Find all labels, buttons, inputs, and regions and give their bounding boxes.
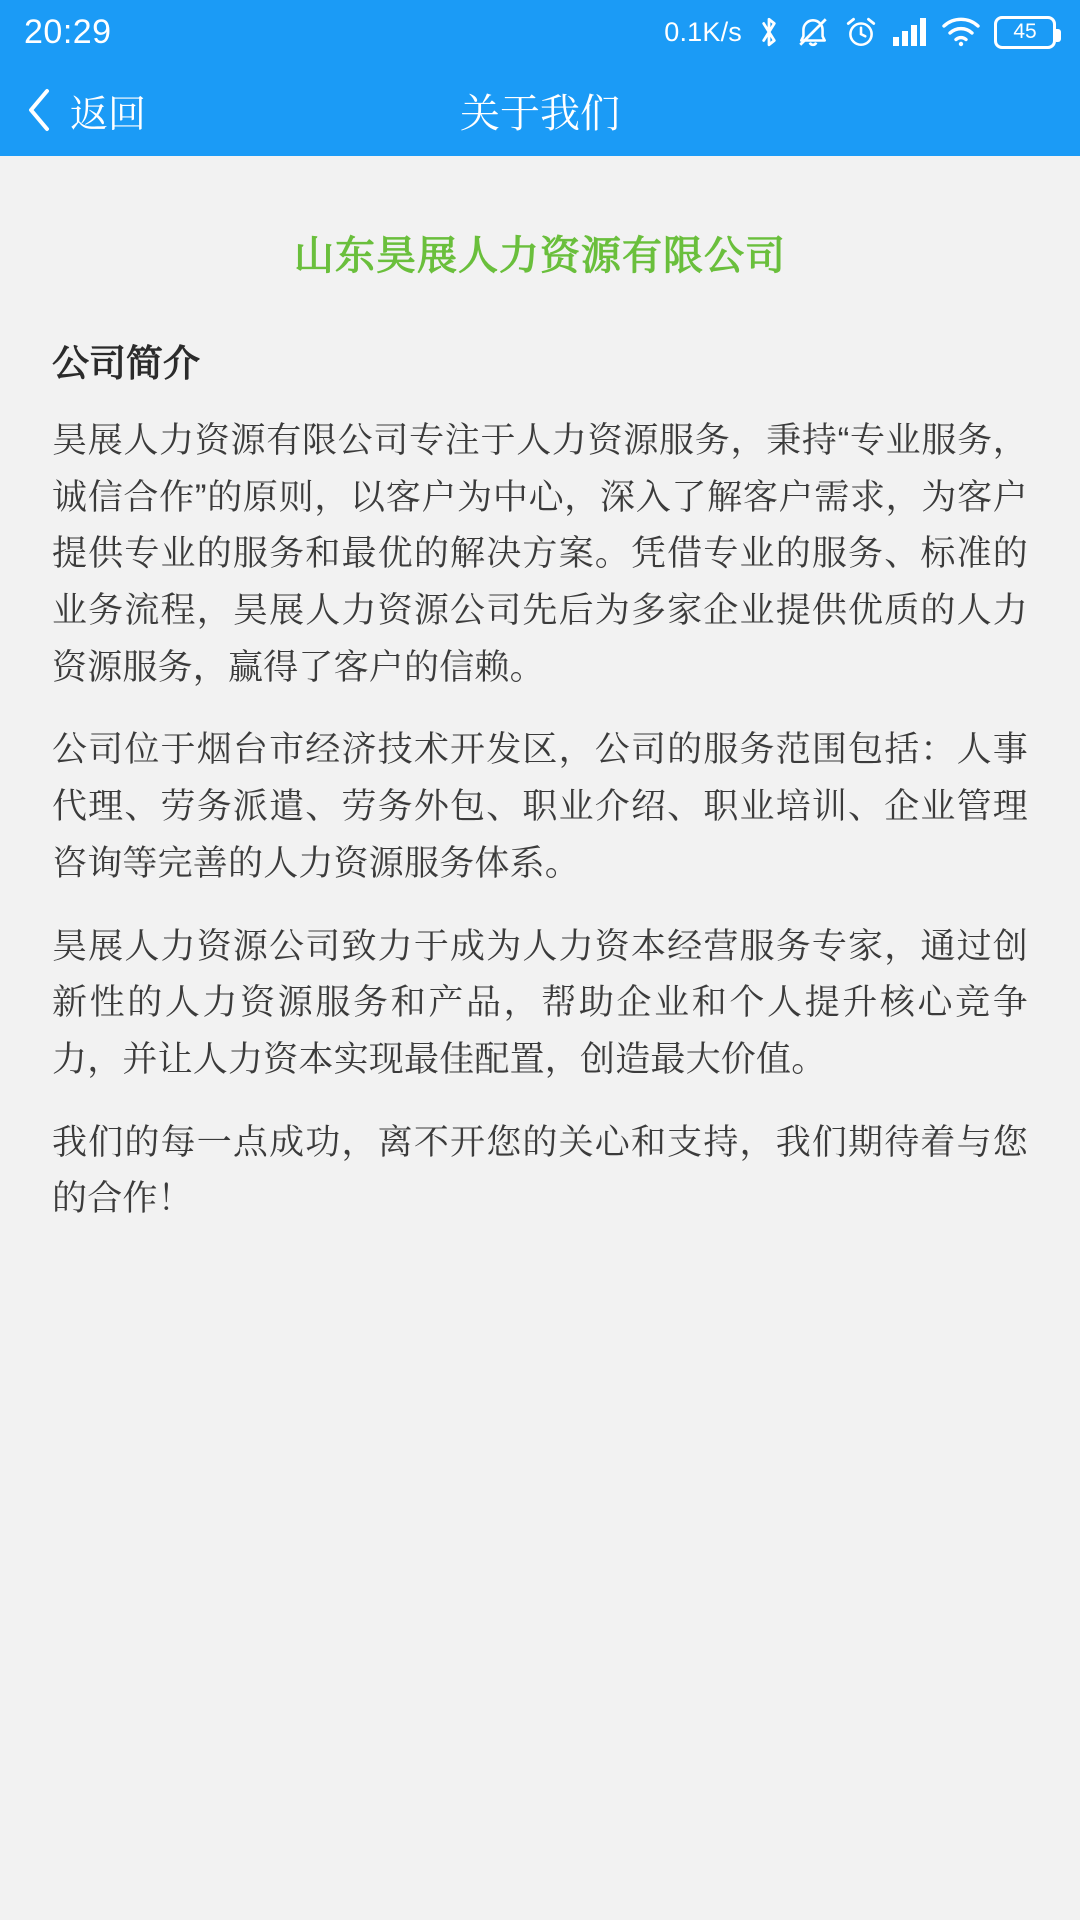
wifi-icon [942, 17, 980, 47]
battery-indicator [994, 16, 1056, 49]
company-name-heading: 山东昊展人力资源有限公司 [294, 234, 786, 278]
title-bar [0, 64, 1080, 156]
intro-paragraph: 公司位于烟台市经济技术开发区，公司的服务范围包括：人事代理、劳务派遣、劳务外包、职业介绍、职业培训、企业管理咨询等完善的人力资源服务体系。 [52, 730, 1028, 883]
back-button[interactable] [26, 83, 146, 138]
mute-icon [796, 15, 830, 49]
back-button-label[interactable]: 返回 [70, 93, 147, 136]
network-speed-label: 0.1K/s [664, 16, 742, 47]
alarm-icon [844, 15, 878, 49]
status-clock: 20:29 [24, 12, 112, 51]
intro-paragraph: 我们的每一点成功，离不开您的关心和支持，我们期待着与您的合作！ [52, 1122, 1028, 1219]
status-bar-indicators [664, 15, 1056, 49]
signal-icon [892, 17, 928, 47]
status-bar [0, 0, 1080, 64]
intro-paragraph: 昊展人力资源公司致力于成为人力资本经营服务专家，通过创新性的人力资源服务和产品，帮助企业和个人提升核心竞争力，并让人力资本实现最佳配置，创造最大价值。 [52, 926, 1028, 1079]
page-title: 关于我们 [460, 91, 620, 136]
section-heading-company-intro: 公司简介 [52, 343, 200, 384]
about-us-content [0, 156, 1080, 1920]
chevron-left-icon[interactable] [26, 88, 52, 132]
bluetooth-icon [756, 15, 782, 49]
intro-paragraph: 昊展人力资源有限公司专注于人力资源服务，秉持“专业服务，诚信合作”的原则，以客户为中心，深入了解客户需求，为客户提供专业的服务和最优的解决方案。凭借专业的服务、标准的业务流程，昊展人力资源公司先后为多家企业提供优质的人力资源服务，赢得了客户的信赖。 [52, 421, 1028, 687]
battery-level-label: 45 [1013, 20, 1037, 43]
